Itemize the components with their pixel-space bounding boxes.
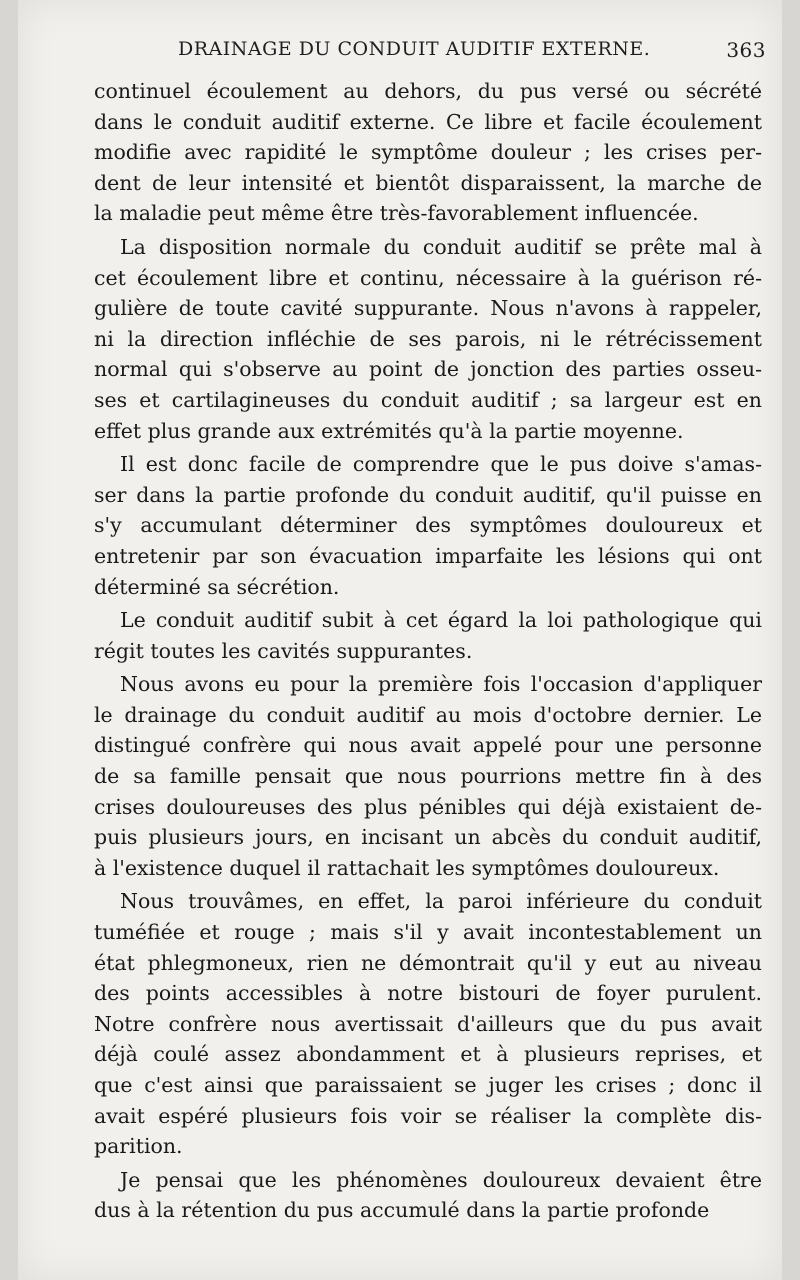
text-line: régit toutes les cavités suppurantes. bbox=[94, 638, 473, 663]
paragraph bbox=[94, 232, 762, 446]
text-line: gulière de toute cavité suppurante. Nous n'avons à rappeler, bbox=[94, 296, 762, 321]
text-line: dus à la rétention du pus accumulé dans la partie profonde bbox=[94, 1198, 710, 1223]
running-title: DRAINAGE DU CONDUIT AUDITIF EXTERNE. bbox=[178, 38, 651, 60]
text-line: le drainage du conduit auditif au mois d'octobre dernier. Le bbox=[94, 702, 762, 727]
text-line: dans le conduit auditif externe. Ce libre et facile écoulement bbox=[94, 109, 762, 134]
text-line: dent de leur intensité et bientôt disparaissent, la marche de bbox=[94, 170, 762, 195]
text-line: des points accessibles à notre bistouri de foyer purulent. bbox=[94, 981, 762, 1006]
text-line: distingué confrère qui nous avait appelé pour une personne bbox=[94, 733, 762, 758]
text-line: la maladie peut même être très-favorablement influencée. bbox=[94, 201, 699, 226]
text-line: La disposition normale du conduit auditif se prête mal à bbox=[120, 234, 762, 259]
text-line: Le conduit auditif subit à cet égard la loi pathologique qui bbox=[120, 608, 762, 633]
text-line: tuméfiée et rouge ; mais s'il y avait incontestablement un bbox=[94, 920, 762, 945]
text-line: modifie avec rapidité le symptôme douleur ; les crises per- bbox=[94, 140, 762, 165]
text-line: s'y accumulant déterminer des symptômes douloureux et bbox=[94, 513, 762, 538]
text-line: normal qui s'observe au point de jonction des parties osseu- bbox=[94, 357, 762, 382]
text-line: ser dans la partie profonde du conduit auditif, qu'il puisse en bbox=[94, 482, 762, 507]
text-line: cet écoulement libre et continu, nécessaire à la guérison ré- bbox=[94, 265, 762, 290]
paragraph bbox=[94, 76, 762, 229]
text-line: puis plusieurs jours, en incisant un abcès du conduit auditif, bbox=[94, 825, 762, 850]
text-line: effet plus grande aux extrémités qu'à la partie moyenne. bbox=[94, 418, 684, 443]
text-line: crises douloureuses des plus pénibles qui déjà existaient de- bbox=[94, 794, 762, 819]
paragraph bbox=[94, 449, 762, 602]
text-line: déterminé sa sécrétion. bbox=[94, 574, 340, 599]
paragraph bbox=[94, 886, 762, 1161]
text-line: Il est donc facile de comprendre que le pus doive s'amas- bbox=[120, 452, 762, 477]
text-line: continuel écoulement au dehors, du pus versé ou sécrété bbox=[94, 79, 762, 103]
paragraph bbox=[94, 605, 762, 666]
paragraph bbox=[94, 669, 762, 883]
paragraph bbox=[94, 1165, 762, 1226]
text-line: état phlegmoneux, rien ne démontrait qu'il y eut au niveau bbox=[94, 950, 762, 975]
page-number: 363 bbox=[726, 38, 766, 62]
text-line: à l'existence duquel il rattachait les symptômes douloureux. bbox=[94, 855, 720, 880]
text-line: déjà coulé assez abondamment et à plusieurs reprises, et bbox=[94, 1042, 762, 1067]
text-line: Nous avons eu pour la première fois l'occasion d'appliquer bbox=[120, 672, 762, 697]
book-page bbox=[18, 0, 782, 1280]
text-line: parition. bbox=[94, 1134, 183, 1159]
text-line: de sa famille pensait que nous pourrions mettre fin à des bbox=[94, 764, 762, 789]
text-line: Nous trouvâmes, en effet, la paroi inférieure du conduit bbox=[120, 889, 762, 914]
text-line: ni la direction infléchie de ses parois, ni le rétrécissement bbox=[94, 326, 762, 351]
text-line: ses et cartilagineuses du conduit auditif ; sa largeur est en bbox=[94, 387, 762, 412]
running-header bbox=[178, 38, 778, 68]
text-line: Notre confrère nous avertissait d'ailleurs que du pus avait bbox=[94, 1011, 762, 1036]
text-line: que c'est ainsi que paraissaient se juger les crises ; donc il bbox=[94, 1073, 762, 1097]
text-line: entretenir par son évacuation imparfaite les lésions qui ont bbox=[94, 543, 762, 568]
body-text bbox=[94, 76, 762, 1226]
text-line: Je pensai que les phénomènes douloureux devaient être bbox=[120, 1167, 762, 1192]
text-line: avait espéré plusieurs fois voir se réaliser la complète dis- bbox=[94, 1103, 762, 1128]
